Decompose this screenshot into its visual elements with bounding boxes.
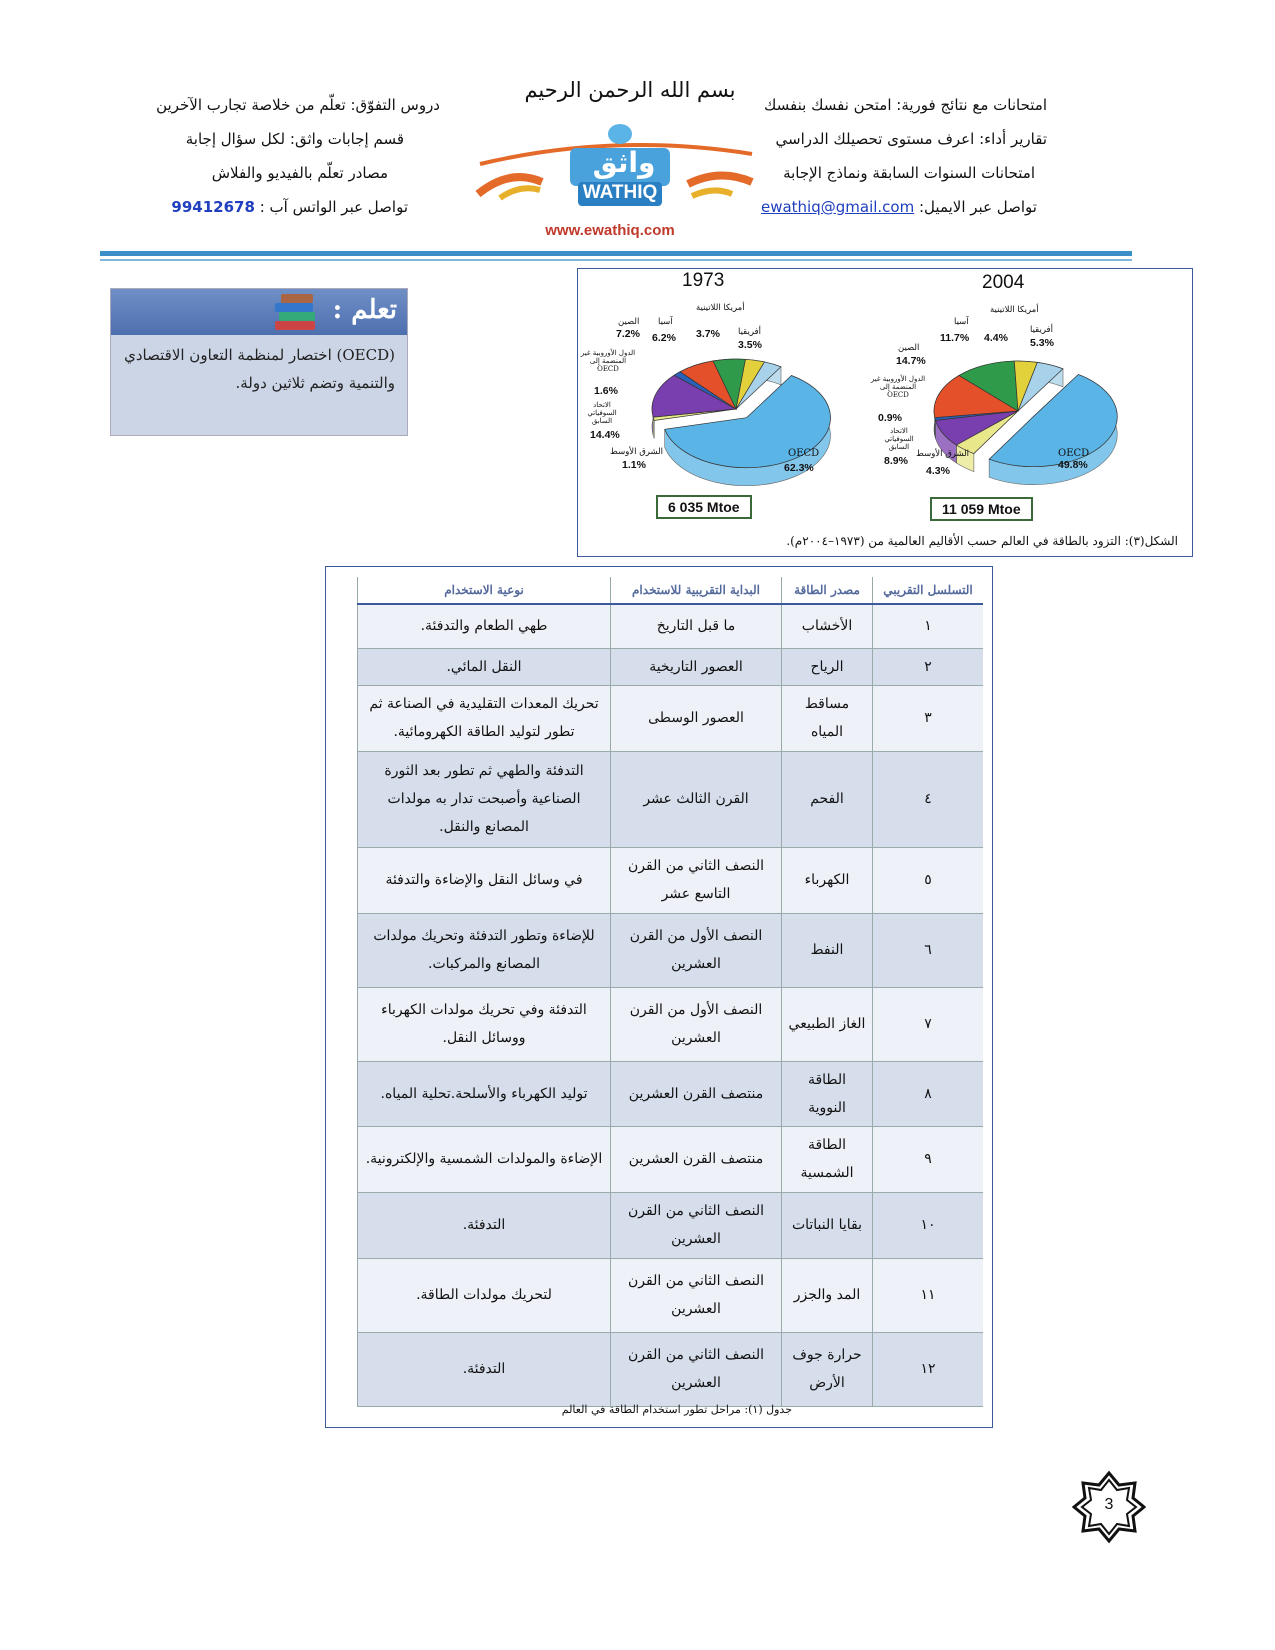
header-whatsapp-row (172, 198, 408, 216)
table-row (358, 604, 984, 648)
cell-start: ما قبل التاريخ (611, 604, 782, 648)
cell-source: المد والجزر (782, 1258, 873, 1332)
value-1973-africa: 3.5% (738, 339, 762, 351)
cell-sequence: ٤ (873, 751, 984, 847)
email-link[interactable]: ewathiq@gmail.com (760, 198, 915, 216)
cell-sequence: ١٢ (873, 1332, 984, 1406)
cell-sequence: ١٠ (873, 1192, 984, 1258)
cell-start: منتصف القرن العشرين (611, 1126, 782, 1192)
value-1973-non-oecd-europe: 1.6% (594, 385, 618, 397)
cell-usage: الإضاءة والمولدات الشمسية والإلكترونية. (358, 1126, 611, 1192)
cell-start: النصف الثاني من القرن العشرين (611, 1258, 782, 1332)
cell-sequence: ٩ (873, 1126, 984, 1192)
label-2004-asia: آسيا (954, 317, 969, 327)
label-1973-ussr: الاتحاد السوفياتي السابق (587, 401, 617, 425)
basmala: بسم الله الرحمن الرحيم (524, 78, 736, 102)
page-number: 3 (1104, 1496, 1114, 1513)
value-1973-latin-america: 3.7% (696, 328, 720, 340)
table-body (358, 604, 984, 1406)
value-2004-latin-america: 4.4% (984, 332, 1008, 344)
value-1973-asia: 6.2% (652, 332, 676, 344)
cell-usage: في وسائل النقل والإضاءة والتدفئة (358, 847, 611, 913)
table-row (358, 987, 984, 1061)
learn-box-header (111, 289, 407, 335)
cell-usage: التدفئة والطهي ثم تطور بعد الثورة الصناعية وأصبحت تدار به مولدات المصانع والنقل. (358, 751, 611, 847)
cell-source: الطاقة الشمسية (782, 1126, 873, 1192)
label-1973-africa: أفريقيا (738, 327, 761, 337)
label-2004-africa: أفريقيا (1030, 325, 1053, 335)
value-1973-middle-east: 1.1% (622, 459, 646, 471)
label-1973-middle-east: الشرق الأوسط (610, 447, 664, 457)
pie-charts (578, 269, 1192, 529)
cell-start: النصف الثاني من القرن العشرين (611, 1192, 782, 1258)
header-left-line-2: قسم إجابات واثق: لكل سؤال إجابة (185, 130, 404, 148)
label-2004-oecd: OECD (1058, 448, 1090, 459)
label-2004-middle-east: الشرق الأوسط (916, 449, 970, 459)
energy-history-table (357, 577, 983, 1407)
chart-1973-year: 1973 (682, 270, 725, 291)
table-row (358, 685, 984, 751)
cell-start: النصف الأول من القرن العشرين (611, 913, 782, 987)
cell-sequence: ٣ (873, 685, 984, 751)
value-2004-china: 14.7% (896, 355, 926, 367)
cell-usage: النقل المائي. (358, 648, 611, 685)
cell-source: حرارة جوف الأرض (782, 1332, 873, 1406)
value-2004-middle-east: 4.3% (926, 465, 950, 477)
total-1973: 6 035 Mtoe (656, 495, 752, 519)
cell-usage: توليد الكهرباء والأسلحة.تحلية المياه. (358, 1061, 611, 1126)
label-1973-non-oecd-europe: الدول الأوروبية غير المنضمة إلى OECD (580, 349, 636, 373)
cell-sequence: ٦ (873, 913, 984, 987)
label-1973-asia: آسيا (658, 317, 673, 327)
label-2004-ussr: الاتحاد السوفياتي السابق (884, 427, 914, 451)
value-1973-oecd: 62.3% (784, 462, 814, 474)
cell-usage: للإضاءة وتطور التدفئة وتحريك مولدات المصانع والمركبات. (358, 913, 611, 987)
cell-usage: تحريك المعدات التقليدية في الصناعة ثم تطور لتوليد الطاقة الكهرومائية. (358, 685, 611, 751)
cell-start: العصور التاريخية (611, 648, 782, 685)
value-2004-oecd: 49.8% (1058, 459, 1088, 471)
wathiq-logo (470, 112, 760, 220)
cell-source: بقايا النباتات (782, 1192, 873, 1258)
cell-sequence: ٢ (873, 648, 984, 685)
header-sequence: التسلسل التقريبي (873, 577, 984, 604)
cell-sequence: ٨ (873, 1061, 984, 1126)
cell-start: منتصف القرن العشرين (611, 1061, 782, 1126)
header-left-line-3: مصادر تعلّم بالفيديو والفلاش (211, 164, 388, 182)
cell-start: القرن الثالث عشر (611, 751, 782, 847)
cell-source: مساقط المياه (782, 685, 873, 751)
table-row (358, 1192, 984, 1258)
table-header-row (358, 577, 984, 604)
email-label: تواصل عبر الايميل: (919, 198, 1037, 216)
header-source: مصدر الطاقة (782, 577, 873, 604)
cell-usage: التدفئة. (358, 1332, 611, 1406)
whatsapp-label: تواصل عبر الواتس آب : (259, 198, 408, 216)
energy-supply-figure (577, 268, 1193, 557)
learn-box (110, 288, 408, 436)
cell-usage: طهي الطعام والتدفئة. (358, 604, 611, 648)
logo-latin-text: WATHIQ (582, 182, 658, 203)
value-2004-africa: 5.3% (1030, 337, 1054, 349)
table-row (358, 1126, 984, 1192)
chart-2004-year: 2004 (982, 272, 1025, 293)
cell-source: الطاقة النووية (782, 1061, 873, 1126)
value-1973-china: 7.2% (616, 328, 640, 340)
cell-source: النفط (782, 913, 873, 987)
cell-start: العصور الوسطى (611, 685, 782, 751)
header-right-line-3: امتحانات السنوات السابقة ونماذج الإجابة (783, 164, 1035, 182)
label-1973-china: الصين (618, 317, 640, 327)
cell-sequence: ٥ (873, 847, 984, 913)
label-2004-china: الصين (898, 343, 920, 353)
books-icon (271, 291, 321, 333)
value-2004-ussr: 8.9% (884, 455, 908, 467)
pie-2004 (934, 361, 1117, 485)
header-right-line-1: امتحانات مع نتائج فورية: امتحن نفسك بنفسك (764, 96, 1047, 114)
header-usage: نوعية الاستخدام (358, 577, 611, 604)
table-row (358, 648, 984, 685)
cell-usage: التدفئة. (358, 1192, 611, 1258)
table-caption: جدول (١): مراحل تطور استخدام الطاقة في العالم (561, 1403, 792, 1416)
cell-source: الرياح (782, 648, 873, 685)
table-row (358, 847, 984, 913)
label-2004-latin-america: أمريكا اللاتينية (990, 305, 1039, 315)
cell-start: النصف الثاني من القرن العشرين (611, 1332, 782, 1406)
whatsapp-number[interactable]: 99412678 (171, 198, 255, 216)
cell-source: الفحم (782, 751, 873, 847)
value-2004-non-oecd-europe: 0.9% (878, 412, 902, 424)
page-number-badge (1072, 1470, 1146, 1544)
label-1973-latin-america: أمريكا اللاتينية (696, 303, 745, 313)
table-row (358, 913, 984, 987)
value-1973-ussr: 14.4% (590, 429, 620, 441)
label-1973-oecd: OECD (788, 448, 820, 459)
header-email-row (761, 198, 1037, 216)
header-start: البداية التقريبية للاستخدام (611, 577, 782, 604)
logo-arabic-text: واثق (592, 146, 656, 179)
figure-caption: الشكل(٣): التزود بالطاقة في العالم حسب الأقاليم العالمية من (١٩٧٣–٢٠٠٤م). (786, 534, 1178, 548)
cell-source: الأخشاب (782, 604, 873, 648)
cell-usage: لتحريك مولدات الطاقة. (358, 1258, 611, 1332)
table-row (358, 751, 984, 847)
cell-sequence: ١١ (873, 1258, 984, 1332)
total-2004: 11 059 Mtoe (930, 497, 1033, 521)
energy-history-table-box (325, 566, 993, 1428)
table-row (358, 1061, 984, 1126)
value-2004-asia: 11.7% (940, 332, 970, 344)
cell-source: الكهرباء (782, 847, 873, 913)
cell-start: النصف الثاني من القرن التاسع عشر (611, 847, 782, 913)
learn-box-text: (OECD) اختصار لمنظمة التعاون الاقتصادي والتنمية وتضم ثلاثين دولة. (124, 346, 395, 392)
label-2004-non-oecd-europe: الدول الأوروبية غير المنضمة إلى OECD (870, 375, 926, 399)
cell-usage: التدفئة وفي تحريك مولدات الكهرباء ووسائل النقل. (358, 987, 611, 1061)
table-row (358, 1332, 984, 1406)
cell-source: الغاز الطبيعي (782, 987, 873, 1061)
website-link[interactable]: www.ewathiq.com (545, 222, 675, 239)
header-right-line-2: تقارير أداء: اعرف مستوى تحصيلك الدراسي (775, 130, 1047, 148)
cell-sequence: ٧ (873, 987, 984, 1061)
cell-start: النصف الأول من القرن العشرين (611, 987, 782, 1061)
table-row (358, 1258, 984, 1332)
header-divider-thin (100, 259, 1132, 261)
header-left-line-1: دروس التفوّق: تعلّم من خلاصة تجارب الآخرين (156, 96, 440, 114)
header-divider (100, 251, 1132, 256)
cell-sequence: ١ (873, 604, 984, 648)
learn-box-title: تعلم : (332, 295, 397, 325)
